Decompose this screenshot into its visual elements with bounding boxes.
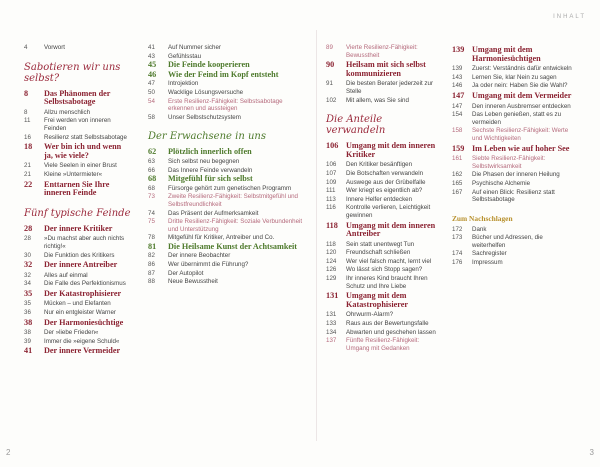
page-ref: 172 <box>452 225 463 233</box>
entry-title: Heilsam mit sich selbst kommunizieren <box>346 60 426 78</box>
page-ref: 139 <box>452 45 465 54</box>
toc-entry <box>148 261 308 269</box>
page-ref: 73 <box>148 193 155 201</box>
page-ref: 159 <box>452 143 465 153</box>
page-ref: 165 <box>452 179 463 187</box>
page-ref: 8 <box>24 108 28 116</box>
entry-title: Umgang mit dem inneren Antreiber <box>346 220 436 239</box>
toc-entry <box>24 44 132 52</box>
chapter-entry <box>452 145 574 154</box>
entry-title: Wacklige Lösungsversuche <box>168 88 244 96</box>
toc-entry <box>24 272 132 280</box>
page-ref: 11 <box>24 117 31 125</box>
page-ref: 4 <box>24 44 28 51</box>
toc-entry <box>148 278 308 286</box>
entry-title: Das Präsent der Aufmerksamkeit <box>168 209 259 217</box>
entry-title: Der innere Antreiber <box>44 260 118 270</box>
entry-title: Vierte Resilienz-Fähigkeit: Bewusstheit <box>346 44 418 59</box>
toc-entry <box>452 82 574 90</box>
entry-title: Den inneren Ausbremser entdecken <box>472 102 571 110</box>
page-ref: 124 <box>326 257 337 265</box>
page-ref: 66 <box>148 166 155 174</box>
entry-title: Das Leben genießen, statt es zu vermeiden <box>472 111 562 126</box>
toc-entry <box>452 103 574 111</box>
page-ref: 50 <box>148 88 155 96</box>
resilience-entry <box>452 127 574 142</box>
page-ref: 139 <box>452 65 463 73</box>
entry-title: »Du machst aber auch nichts richtig!« <box>44 235 125 250</box>
toc-column-2 <box>148 44 308 287</box>
entry-title: Sein statt unentwegt Tun <box>346 240 415 248</box>
entry-title: Die Botschaften verwandeln <box>346 169 424 177</box>
chapter-entry <box>326 222 442 239</box>
toc-entry <box>326 266 442 274</box>
resilience-entry <box>148 98 308 113</box>
entry-title: Auf Nummer sicher <box>168 44 221 51</box>
page-ref: 167 <box>452 188 463 196</box>
toc-entry <box>326 196 442 204</box>
page-ref: 176 <box>452 259 463 267</box>
entry-title: Wer bin ich und wenn ja, wie viele? <box>44 142 122 160</box>
page-ref: 36 <box>24 309 31 317</box>
section-heading: Fünf typische Feinde <box>24 207 131 219</box>
entry-title: Umgang mit dem Harmoniesüchtigen <box>472 45 541 63</box>
page-ref: 88 <box>148 278 155 286</box>
entry-title: Die Phasen der inneren Heilung <box>472 171 560 179</box>
page-ref: 113 <box>326 195 336 203</box>
entry-title: Im Leben wie auf hoher See <box>472 143 570 153</box>
page-ref: 18 <box>24 142 33 152</box>
entry-title: Psychische Alchemie <box>472 179 531 187</box>
toc-entry <box>326 80 442 95</box>
toc-entry <box>452 259 574 267</box>
toc-entry <box>24 235 132 250</box>
page-ref: 21 <box>24 170 31 178</box>
page-ref: 22 <box>24 179 33 189</box>
entry-title: Siebte Resilienz-Fähigkeit: Selbstwirksamkeit <box>472 155 546 170</box>
page-ref: 158 <box>452 127 463 135</box>
toc-entry <box>24 338 132 346</box>
toc-entry <box>24 134 132 142</box>
entry-title: Sachregister <box>472 250 507 258</box>
toc-entry <box>148 270 308 278</box>
toc-entry <box>148 158 308 166</box>
page-number-right: 3 <box>589 448 594 457</box>
resilience-entry <box>326 44 442 59</box>
section-heading: Sabotieren wir uns selbst? <box>24 61 121 84</box>
chapter-entry <box>148 71 308 80</box>
entry-title: Zuerst: Verständnis dafür entwickeln <box>472 65 572 73</box>
entry-title: Sich selbst neu begegnen <box>168 157 240 165</box>
toc-column-3 <box>326 44 442 353</box>
toc-column-4 <box>452 44 574 268</box>
page-ref: 82 <box>148 252 155 260</box>
chapter-entry <box>24 347 132 356</box>
entry-title: Auswege aus der Grübelfalle <box>346 178 426 186</box>
toc-entry <box>326 320 442 328</box>
page-ref: 120 <box>326 249 337 257</box>
page-ref: 68 <box>148 184 155 192</box>
page-ref: 46 <box>148 69 157 79</box>
entry-title: Ja oder nein: Haben Sie die Wahl? <box>472 82 568 90</box>
chapter-entry <box>148 61 308 70</box>
page-ref: 86 <box>148 261 155 269</box>
entry-title: Den Kritiker besänftigen <box>346 161 413 169</box>
entry-title: Ohrwurm-Alarm? <box>346 311 394 319</box>
page-ref: 106 <box>326 141 339 151</box>
entry-title: Die Feinde kooperieren <box>168 60 250 70</box>
chapter-entry <box>148 243 308 252</box>
toc-entry <box>24 280 132 288</box>
entry-title: Vorwort <box>44 44 65 51</box>
toc-entry <box>326 97 442 105</box>
toc-entry <box>148 53 308 61</box>
resilience-entry <box>326 337 442 352</box>
entry-title: Der Harmoniesüchtige <box>44 317 124 327</box>
entry-title: Erste Resilienz-Fähigkeit: Selbstsabotage erkennen und aussteigen <box>168 97 283 113</box>
entry-title: Nur ein entgleister Warner <box>44 309 116 317</box>
toc-entry <box>148 167 308 175</box>
section-header: INHALT <box>553 14 586 20</box>
entry-title: Das Phänomen der Selbstsabotage <box>44 88 111 107</box>
page-ref: 35 <box>24 288 33 298</box>
toc-entry <box>148 44 308 52</box>
entry-title: Umgang mit dem Vermeider <box>472 90 572 100</box>
toc-entry <box>452 189 574 204</box>
page-ref: 102 <box>326 96 337 104</box>
entry-title: Unser Selbstschutzsystem <box>168 113 241 121</box>
page-ref: 134 <box>326 328 337 336</box>
entry-title: Neue Bewusstheit <box>168 278 218 286</box>
entry-title: Ihr inneres Kind braucht Ihren Schutz und Ihre Liebe <box>346 275 428 290</box>
page-ref: 173 <box>452 234 463 242</box>
chapter-entry <box>24 290 132 299</box>
entry-title: Enttarnen Sie Ihre inneren Feinde <box>44 179 110 198</box>
entry-title: Wo lässt sich Stopp sagen? <box>346 266 423 274</box>
resilience-entry <box>148 193 308 208</box>
page-ref: 78 <box>148 234 155 242</box>
entry-title: Sechste Resilienz-Fähigkeit: Werte und Wichtigkeiten <box>472 127 569 142</box>
toc-entry <box>24 329 132 337</box>
page-ref: 63 <box>148 157 155 165</box>
entry-title: Wie der Feind im Kopf entsteht <box>168 69 279 79</box>
toc-entry <box>326 249 442 257</box>
entry-title: Die Falle des Perfektionismus <box>44 280 126 288</box>
entry-title: Frei werden von inneren Feinden <box>44 117 111 132</box>
toc-entry <box>24 109 132 117</box>
toc-entry <box>452 234 574 249</box>
page-ref: 161 <box>452 155 463 163</box>
section-heading: Die Anteile verwandeln <box>326 114 386 137</box>
page-ref: 146 <box>452 82 463 90</box>
entry-title: Der innere Vermeider <box>44 346 121 356</box>
toc-entry <box>24 117 132 132</box>
entry-title: Mitgefühl für sich selbst <box>168 174 253 184</box>
page-ref: 126 <box>326 266 337 274</box>
entry-title: Der innere Beobachter <box>168 252 231 260</box>
page-ref: 118 <box>326 220 338 230</box>
resilience-entry <box>148 218 308 233</box>
page-ref: 21 <box>24 162 31 170</box>
entry-title: Plötzlich innerlich offen <box>168 147 252 157</box>
page-ref: 143 <box>452 73 463 81</box>
toc-entry <box>148 80 308 88</box>
page-ref: 109 <box>326 178 337 186</box>
page-ref: 118 <box>326 240 336 248</box>
page-gutter <box>316 30 317 441</box>
entry-title: Gefühlsstau <box>168 52 202 60</box>
page-ref: 54 <box>148 97 155 105</box>
page-ref: 91 <box>326 80 333 88</box>
entry-title: Freundschaft schließen <box>346 249 411 257</box>
entry-title: Allzu menschlich <box>44 108 91 116</box>
entry-title: Impressum <box>472 259 503 267</box>
entry-title: Kleine »Untermieter« <box>44 170 103 178</box>
toc-entry <box>452 74 574 82</box>
entry-title: Fünfte Resilienz-Fähigkeit: Umgang mit Gedanken <box>346 337 420 352</box>
chapter-entry <box>24 143 132 160</box>
chapter-entry <box>148 175 308 184</box>
page-ref: 47 <box>148 80 155 88</box>
page-ref: 35 <box>24 300 31 308</box>
entry-title: Abwarten und geschehen lassen <box>346 328 436 336</box>
resilience-entry <box>452 155 574 170</box>
page-ref: 68 <box>148 174 157 184</box>
entry-title: Wer viel falsch macht, lernt viel <box>346 257 432 265</box>
page-ref: 38 <box>24 329 31 337</box>
chapter-entry <box>24 90 132 107</box>
entry-title: Dank <box>472 225 487 233</box>
page-ref: 147 <box>452 90 465 100</box>
page-ref: 8 <box>24 88 29 98</box>
entry-title: Lernen Sie, klar Nein zu sagen <box>472 73 557 81</box>
entry-title: Umgang mit dem Katastrophisierer <box>346 291 409 309</box>
section-heading: Der Erwachsene in uns <box>148 131 266 143</box>
toc-entry <box>326 258 442 266</box>
toc-entry <box>148 114 308 122</box>
toc-entry <box>326 241 442 249</box>
chapter-entry <box>24 225 132 234</box>
entry-title: Raus aus der Bewertungsfalle <box>346 320 429 328</box>
entry-title: Auf einen Blick: Resilienz statt Selbstsabotage <box>472 188 555 204</box>
entry-title: Der Katastrophisierer <box>44 288 122 298</box>
page-ref: 43 <box>148 52 155 60</box>
entry-title: Mit allem, was Sie sind <box>346 96 409 104</box>
page-ref: 174 <box>452 250 463 258</box>
chapter-entry <box>148 148 308 157</box>
page-ref: 137 <box>326 337 337 345</box>
toc-entry <box>24 300 132 308</box>
toc-entry <box>452 111 574 126</box>
toc-entry <box>148 185 308 193</box>
page-ref: 87 <box>148 269 155 277</box>
page-ref: 90 <box>326 60 335 70</box>
toc-entry <box>24 252 132 260</box>
entry-title: Fürsorge gehört zum genetischen Programm <box>168 184 292 192</box>
toc-column-1 <box>24 44 132 358</box>
page-ref: 74 <box>148 209 155 217</box>
toc-entry <box>452 171 574 179</box>
chapter-entry <box>326 61 442 78</box>
toc-entry <box>148 234 308 242</box>
page-ref: 62 <box>148 147 157 157</box>
entry-title: Das Innere Feinde verwandeln <box>168 166 253 174</box>
page-ref: 106 <box>326 161 337 169</box>
page-ref: 129 <box>326 275 337 283</box>
toc-entry <box>148 210 308 218</box>
chapter-entry <box>24 261 132 270</box>
entry-title: Immer die »eigene Schuld« <box>44 337 120 345</box>
page-ref: 28 <box>24 223 33 233</box>
toc-entry <box>148 252 308 260</box>
page-ref: 131 <box>326 311 337 319</box>
page-ref: 32 <box>24 271 31 279</box>
chapter-entry <box>24 181 132 198</box>
chapter-entry <box>326 142 442 159</box>
toc-entry <box>24 171 132 179</box>
page-ref: 39 <box>24 337 31 345</box>
page-ref: 154 <box>452 111 463 119</box>
page-ref: 45 <box>148 60 157 70</box>
toc-entry <box>452 65 574 73</box>
page-ref: 41 <box>148 44 155 51</box>
entry-title: Wer übernimmt die Führung? <box>168 261 249 269</box>
toc-entry <box>452 180 574 188</box>
toc-entry <box>326 204 442 219</box>
toc-entry <box>326 311 442 319</box>
page-number-left: 2 <box>6 448 11 457</box>
toc-entry <box>452 250 574 258</box>
entry-title: Kontrolle verlieren, Leichtigkeit gewinnen <box>346 204 431 219</box>
toc-entry <box>326 161 442 169</box>
section-heading: Zum Nachschlagen <box>452 213 513 223</box>
toc-entry <box>24 162 132 170</box>
entry-title: Viele Seelen in einer Brust <box>44 162 117 170</box>
toc-entry <box>326 170 442 178</box>
page-ref: 89 <box>326 44 333 51</box>
chapter-entry <box>452 46 574 63</box>
toc-entry <box>326 329 442 337</box>
page-ref: 75 <box>148 218 155 226</box>
page-ref: 133 <box>326 320 337 328</box>
entry-title: Die Heilsame Kunst der Achtsamkeit <box>168 241 298 251</box>
page-ref: 116 <box>326 204 336 212</box>
page-ref: 16 <box>24 133 31 141</box>
page-ref: 58 <box>148 113 155 121</box>
toc-entry <box>148 89 308 97</box>
entry-title: Der innere Kritiker <box>44 223 113 233</box>
entry-title: Alles auf einmal <box>44 271 88 279</box>
chapter-entry <box>326 292 442 309</box>
entry-title: Innere Helfer entdecken <box>346 195 413 203</box>
page-ref: 28 <box>24 235 31 243</box>
chapter-entry <box>452 92 574 101</box>
page-ref: 38 <box>24 317 33 327</box>
chapter-entry <box>24 319 132 328</box>
page-ref: 41 <box>24 346 33 356</box>
entry-title: Mücken – und Elefanten <box>44 300 111 308</box>
entry-title: Zweite Resilienz-Fähigkeit: Selbstmitgefühl und Selbstfreundlichkeit <box>168 193 298 208</box>
entry-title: Introjektion <box>168 80 199 88</box>
entry-title: Resilienz statt Selbstsabotage <box>44 133 127 141</box>
page-ref: 147 <box>452 102 463 110</box>
entry-title: Die besten Berater jederzeit zur Stelle <box>346 80 434 95</box>
page-ref: 32 <box>24 260 33 270</box>
toc-entry <box>326 275 442 290</box>
entry-title: Dritte Resilienz-Fähigkeit: Soziale Verbundenheit und Unterstützung <box>168 218 303 233</box>
entry-title: Der »liebe Frieden« <box>44 329 99 337</box>
page-ref: 111 <box>326 187 336 195</box>
toc-entry <box>24 309 132 317</box>
page-ref: 81 <box>148 241 157 251</box>
page-ref: 107 <box>326 169 337 177</box>
toc-entry <box>326 179 442 187</box>
entry-title: Wer kriegt es eigentlich ab? <box>346 187 423 195</box>
entry-title: Der Autopilot <box>168 269 204 277</box>
page-ref: 30 <box>24 251 31 259</box>
page-ref: 131 <box>326 291 339 301</box>
page-ref: 34 <box>24 280 31 288</box>
page-ref: 162 <box>452 171 463 179</box>
toc-entry <box>452 226 574 234</box>
entry-title: Mitgefühl für Kritiker, Antreiber und Co. <box>168 234 275 242</box>
toc-entry <box>326 187 442 195</box>
entry-title: Die Funktion des Kritikers <box>44 251 115 259</box>
entry-title: Bücher und Adressen, die weiterhelfen <box>472 234 543 249</box>
entry-title: Umgang mit dem inneren Kritiker <box>346 141 436 159</box>
